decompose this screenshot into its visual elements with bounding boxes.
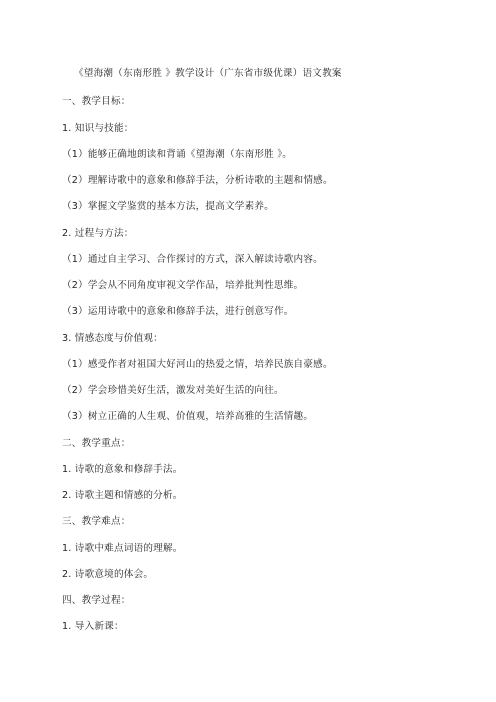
text-line: （1）能够正确地朗读和背诵《望海潮（东南形胜 》。 [62, 149, 293, 160]
section-heading-process: 四、教学过程： [62, 595, 131, 606]
text-line: （3）运用诗歌中的意象和修辞手法，进行创意写作。 [62, 306, 294, 317]
section-heading-key-points: 二、教学重点： [62, 438, 131, 449]
text-line: （2）学会珍惜美好生活，激发对美好生活的向往。 [62, 385, 284, 396]
text-line: 1. 诗歌中难点词语的理解。 [62, 543, 183, 554]
text-line: 1. 诗歌的意象和修辞手法。 [62, 464, 183, 475]
text-line: （2）理解诗歌中的意象和修辞手法，分析诗歌的主题和情感。 [62, 175, 333, 186]
document-title: 《望海潮（东南形胜 》教学设计（广东省市级优课）语文教案 [74, 68, 342, 79]
text-line: （1）通过自主学习、合作探讨的方式，深入解读诗歌内容。 [62, 254, 323, 265]
subheading-introduction: 1. 导入新课： [62, 621, 124, 632]
section-heading-difficulties: 三、教学难点： [62, 516, 131, 527]
subheading-values: 3. 情感态度与价值观： [62, 333, 163, 344]
text-line: （2）学会从不同角度审视文学作品，培养批判性思维。 [62, 280, 304, 291]
text-line: （3）掌握文学鉴赏的基本方法，提高文学素养。 [62, 201, 274, 212]
text-line: 2. 诗歌意境的体会。 [62, 569, 154, 580]
subheading-knowledge-skills: 1. 知识与技能： [62, 123, 134, 134]
text-line: （1）感受作者对祖国大好河山的热爱之情，培养民族自豪感。 [62, 359, 333, 370]
subheading-process-methods: 2. 过程与方法： [62, 228, 134, 239]
text-line: 2. 诗歌主题和情感的分析。 [62, 490, 183, 501]
section-heading-objectives: 一、教学目标： [62, 96, 131, 107]
text-line: （3）树立正确的人生观、价值观，培养高雅的生活情趣。 [62, 411, 314, 422]
